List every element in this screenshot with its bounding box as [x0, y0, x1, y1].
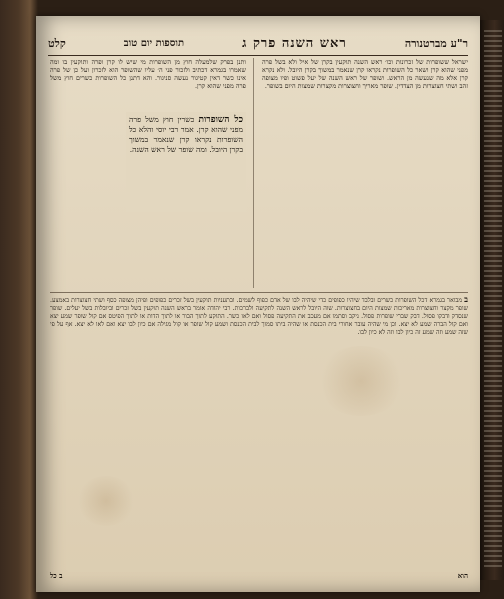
- page-title: ראש השנה פרק ג: [242, 36, 347, 51]
- commentary-text-right: ישראל ששופרות של זכרונות וכו׳ ראש השנה תוקעין בקרן של איל ולא בשל פרה מפני שהוא קרן ושאר כל השופרות נקראו קרן שנאמר במשוך בקרן היובל. ולא נקרא קרן אלא מה שנעשה מן הראש. ושופר של ראש השנה של יעל פשוט ופיו מצופה זהב ושתי חצוצרות מן הצדדין. שופר מאריך וחצוצרות מקצרות שמצות היום בשופר.: [262, 58, 468, 91]
- mishna-text: כשרין חוץ משל פרה מפני שהוא קרן. אמר רבי יוסי והלא כל השופרות נקראו קרן שנאמר במשוך בקרן היובל. ומה שופר של ראש השנה.: [129, 115, 243, 154]
- facing-page-text: [484, 30, 502, 570]
- page-mark-right: ר"ע מברטנורה: [404, 36, 468, 50]
- running-header: [48, 34, 468, 52]
- book-page: [36, 16, 480, 592]
- mishna-lead-word: כל השופרות: [198, 115, 243, 125]
- mishna-block: [126, 112, 246, 212]
- commentary-column-right: [262, 58, 468, 288]
- column-divider: [253, 58, 254, 288]
- catchword: הוא: [457, 570, 468, 580]
- page-subtitle: תוספות יום טוב: [123, 37, 185, 49]
- lower-commentary: [50, 296, 468, 566]
- facing-page-edge: [480, 20, 504, 580]
- section-letter: ב: [464, 296, 468, 304]
- signature-mark: ב כל: [50, 570, 63, 580]
- page-number: קלט: [48, 36, 66, 50]
- header-rule: [48, 55, 468, 56]
- section-rule: [50, 292, 468, 293]
- page-footer: [50, 568, 468, 582]
- commentary-text-left: ותנן בפרק שלמעלה חוץ מן השופרות מי שיש לו קרן ופרה ותוקעין בו ומה שאמרו בגמרא דכתיב ולזכור פני ה׳ עליו שהשופר הוא לזכרון ועל כן של פרה אינו כשר דאין קטיגור נעשה סניגור. והא דתנן כל השופרות כשרים חוץ משל פרה מפני שהוא קרן.: [50, 58, 246, 91]
- lower-commentary-text: מבואר בגמרא דכל השופרות כשרים ובלבד שיהיו כפופים כדי שיהיה לבו של אדם כפוף לשמים. ובתעניות תוקעין בשל זכרים כפופים ופיהן מצופה כסף ושתי חצוצרות באמצע. שופר מקצר וחצוצרות מאריכות שמצות היום בחצוצרות. שוה היובל לראש השנה לתקיעה ולברכות. רבי יהודה אומר בראש השנה תוקעין בשל זכרים וביובלות בשל יעלים. שופר שנסדק ודבקו פסול. דבק שברי שופרות פסול. ניקב וסתמו אם מעכב את התקיעה פסול ואם לאו כשר. התוקע לתוך הבור או לתוך הדות או לתוך הפיטס אם קול שופר שמע יצא ואם קול הברה שמע לא יצא. וכן מי שהיה עובר אחורי בית הכנסת או שהיה ביתו סמוך לבית הכנסת ושמע קול שופר או קול מגילה אם כיון לבו יצא ואם לאו לא יצא. אף על פי שזה שמע וזה שמע זה כיון לבו וזה לא כיון לבו.: [50, 297, 468, 336]
